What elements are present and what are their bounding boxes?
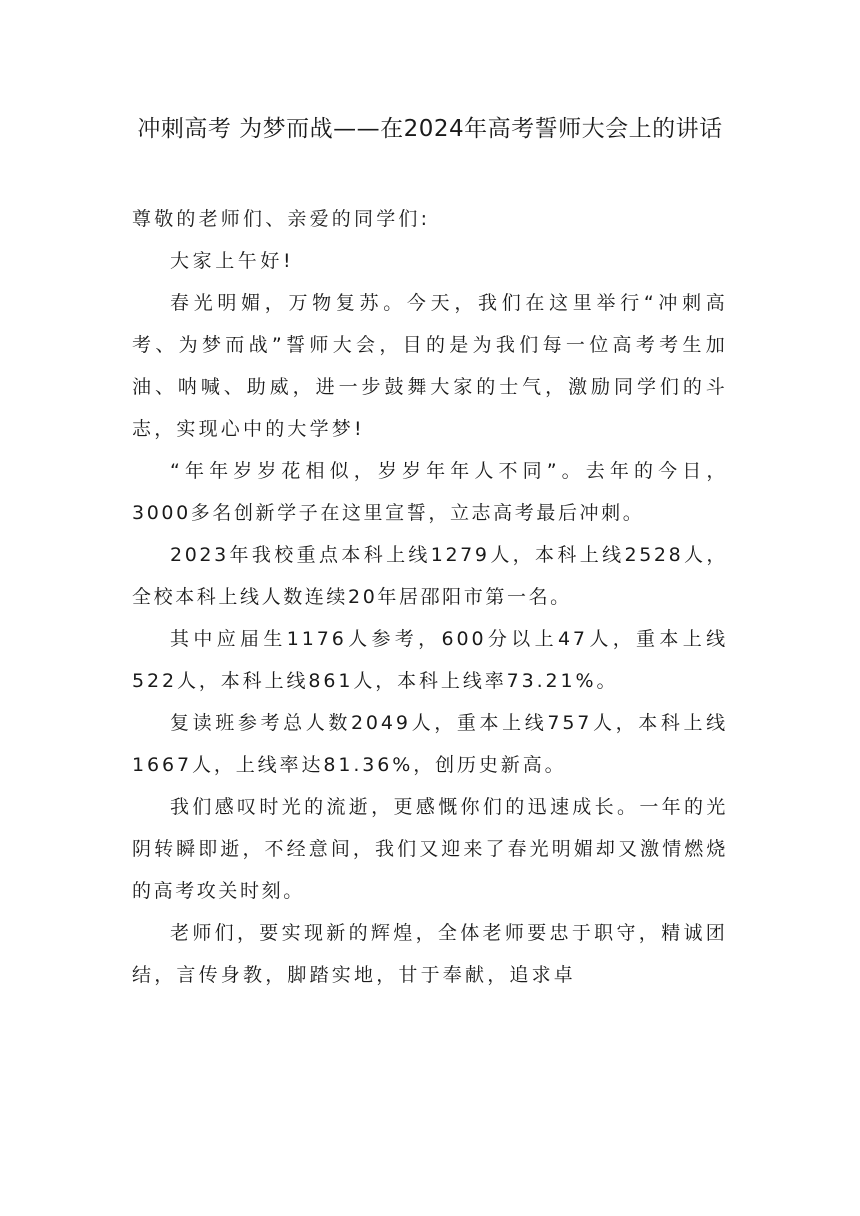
paragraph-opening: 春光明媚，万物复苏。今天，我们在这里举行“冲刺高考、为梦而战”誓师大会，目的是为我们每一位高考考生加油、呐喊、助威，进一步鼓舞大家的士气，激励同学们的斗志，实现心中的大学梦! — [132, 292, 728, 440]
paragraph-repeat-class: 复读班参考总人数2049人，重本上线757人，本科上线1667人，上线率达81.36%，创历史新高。 — [132, 712, 728, 776]
paragraph-last-year: “年年岁岁花相似，岁岁年年人不同”。去年的今日，3000多名创新学子在这里宣誓，立志高考最后冲刺。 — [132, 460, 728, 524]
document-body — [132, 198, 728, 996]
document-title: 冲刺高考 为梦而战——在2024年高考誓师大会上的讲话 — [137, 116, 723, 142]
paragraph-fresh-graduates: 其中应届生1176人参考，600分以上47人，重本上线522人，本科上线861人，本科上线率73.21%。 — [132, 628, 728, 692]
paragraph-time-passing: 我们感叹时光的流逝，更感慨你们的迅速成长。一年的光阴转瞬即逝，不经意间，我们又迎来了春光明媚却又激情燃烧的高考攻关时刻。 — [132, 796, 728, 902]
paragraph-2023-results: 2023年我校重点本科上线1279人，本科上线2528人，全校本科上线人数连续20年居邵阳市第一名。 — [132, 544, 728, 608]
paragraph-teachers: 老师们，要实现新的辉煌，全体老师要忠于职守，精诚团结，言传身教，脚踏实地，甘于奉献，追求卓 — [132, 922, 728, 986]
paragraph-greeting: 大家上午好! — [170, 250, 295, 272]
salutation: 尊敬的老师们、亲爱的同学们: — [132, 208, 431, 230]
